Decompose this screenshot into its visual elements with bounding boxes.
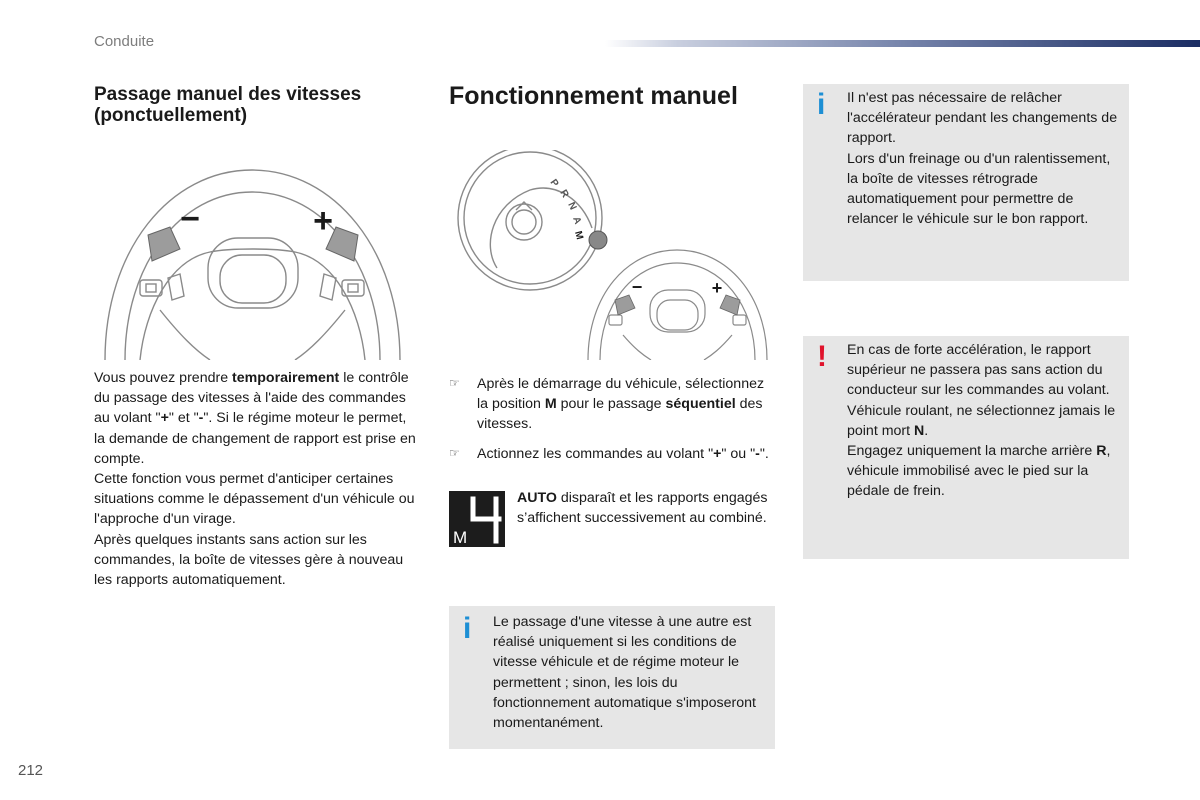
selector-letter-n: N	[565, 200, 579, 212]
middle-info-text: Le passage d'une vitesse à une autre est réalisé uniquement si les conditions de vitesse véhicule et de régime moteur le permettent ; sinon, les lois du fonctionnement automatique s'imposeront momentanément.	[493, 614, 756, 732]
small-paddle-minus-label: −	[631, 277, 643, 297]
right-info-box	[803, 84, 1129, 281]
left-paragraph-2: Cette fonction vous permet d'anticiper certaines situations comme le dépassement d'un véhicule ou l'approche d'un virage.	[94, 471, 415, 528]
right-warning-text: En cas de forte accélération, le rapport supérieur ne passera pas sans action du conducteur sur les commandes au volant. Véhicule roulant, ne sélectionnez jamais le point mort N. Engagez uniquement la marche arrière R, véhicule immobilisé avec le pied sur la pédale de frein.	[847, 342, 1116, 500]
hand-pointer-icon: ☞	[449, 376, 460, 390]
main-heading: Fonctionnement manuel	[449, 82, 738, 110]
middle-info-box	[449, 606, 775, 749]
left-paragraph-3: Après quelques instants sans action sur les commandes, la boîte de vitesses gère à nouveau les rapports automatiquement.	[94, 531, 404, 589]
paddle-minus-label: −	[180, 200, 200, 238]
hand-pointer-icon: ☞	[449, 445, 460, 460]
paddle-plus-label: +	[313, 202, 333, 240]
gear-display-icon	[449, 491, 505, 547]
selector-letter-r: R	[557, 188, 571, 200]
instruction-list	[449, 374, 775, 473]
list-item: ☞ Actionnez les commandes au volant "+" ou "-".	[449, 444, 775, 464]
right-info-text: Il n'est pas nécessaire de relâcher l'accélérateur pendant les changements de rapport. Lors d'un freinage ou d'un ralentissement, la boîte de vitesses rétrograde automatiquement pour permettre de relancer le véhicule sur le bon rapport.	[847, 90, 1118, 228]
page-number: 212	[18, 762, 44, 779]
section-title: Conduite	[94, 33, 155, 50]
right-warning-box	[803, 336, 1129, 559]
display-mode-letter: M	[453, 528, 468, 547]
selector-letter-a: A	[570, 215, 583, 226]
info-icon: i	[817, 88, 826, 121]
steering-wheel-paddles-illustration	[100, 160, 405, 360]
selector-letter-m: M	[572, 229, 585, 241]
small-left-paddle-icon	[615, 295, 635, 315]
selector-letter-p: P	[547, 177, 561, 190]
info-icon: i	[463, 612, 472, 645]
small-steering-wheel-illustration	[585, 245, 770, 360]
small-right-paddle-icon	[720, 295, 740, 315]
small-paddle-plus-label: +	[711, 278, 723, 298]
left-paddle-icon	[148, 227, 180, 261]
display-description: AUTO disparaît et les rapports engagés s’affichent successivement au combiné.	[517, 490, 768, 527]
gear-display-digits	[449, 491, 505, 547]
display-gear-seven-segment	[473, 499, 499, 541]
left-heading: Passage manuel des vitesses (ponctuellement)	[94, 84, 362, 126]
list-item: ☞ Après le démarrage du véhicule, sélectionnez la position M pour le passage séquentiel des vitesses.	[449, 374, 775, 435]
left-paragraph: Vous pouvez prendre temporairement le contrôle du passage des vitesses à l'aide des commandes au volant "+" et "-". Si le régime moteur le permet, la demande de changement de rapport est prise en compte. Cette fonction vous permet d'anticiper certaines situations comme le dépassement d'un véhicule ou l'approche d'un virage. Après quelques instants sans action sur les commandes, la boîte de vitesses gère à nouveau les rapports automatiquement.	[94, 370, 416, 589]
warning-icon: !	[817, 340, 827, 373]
header-gradient-bar	[605, 40, 1200, 47]
display-gear-digit: 4	[449, 491, 450, 492]
